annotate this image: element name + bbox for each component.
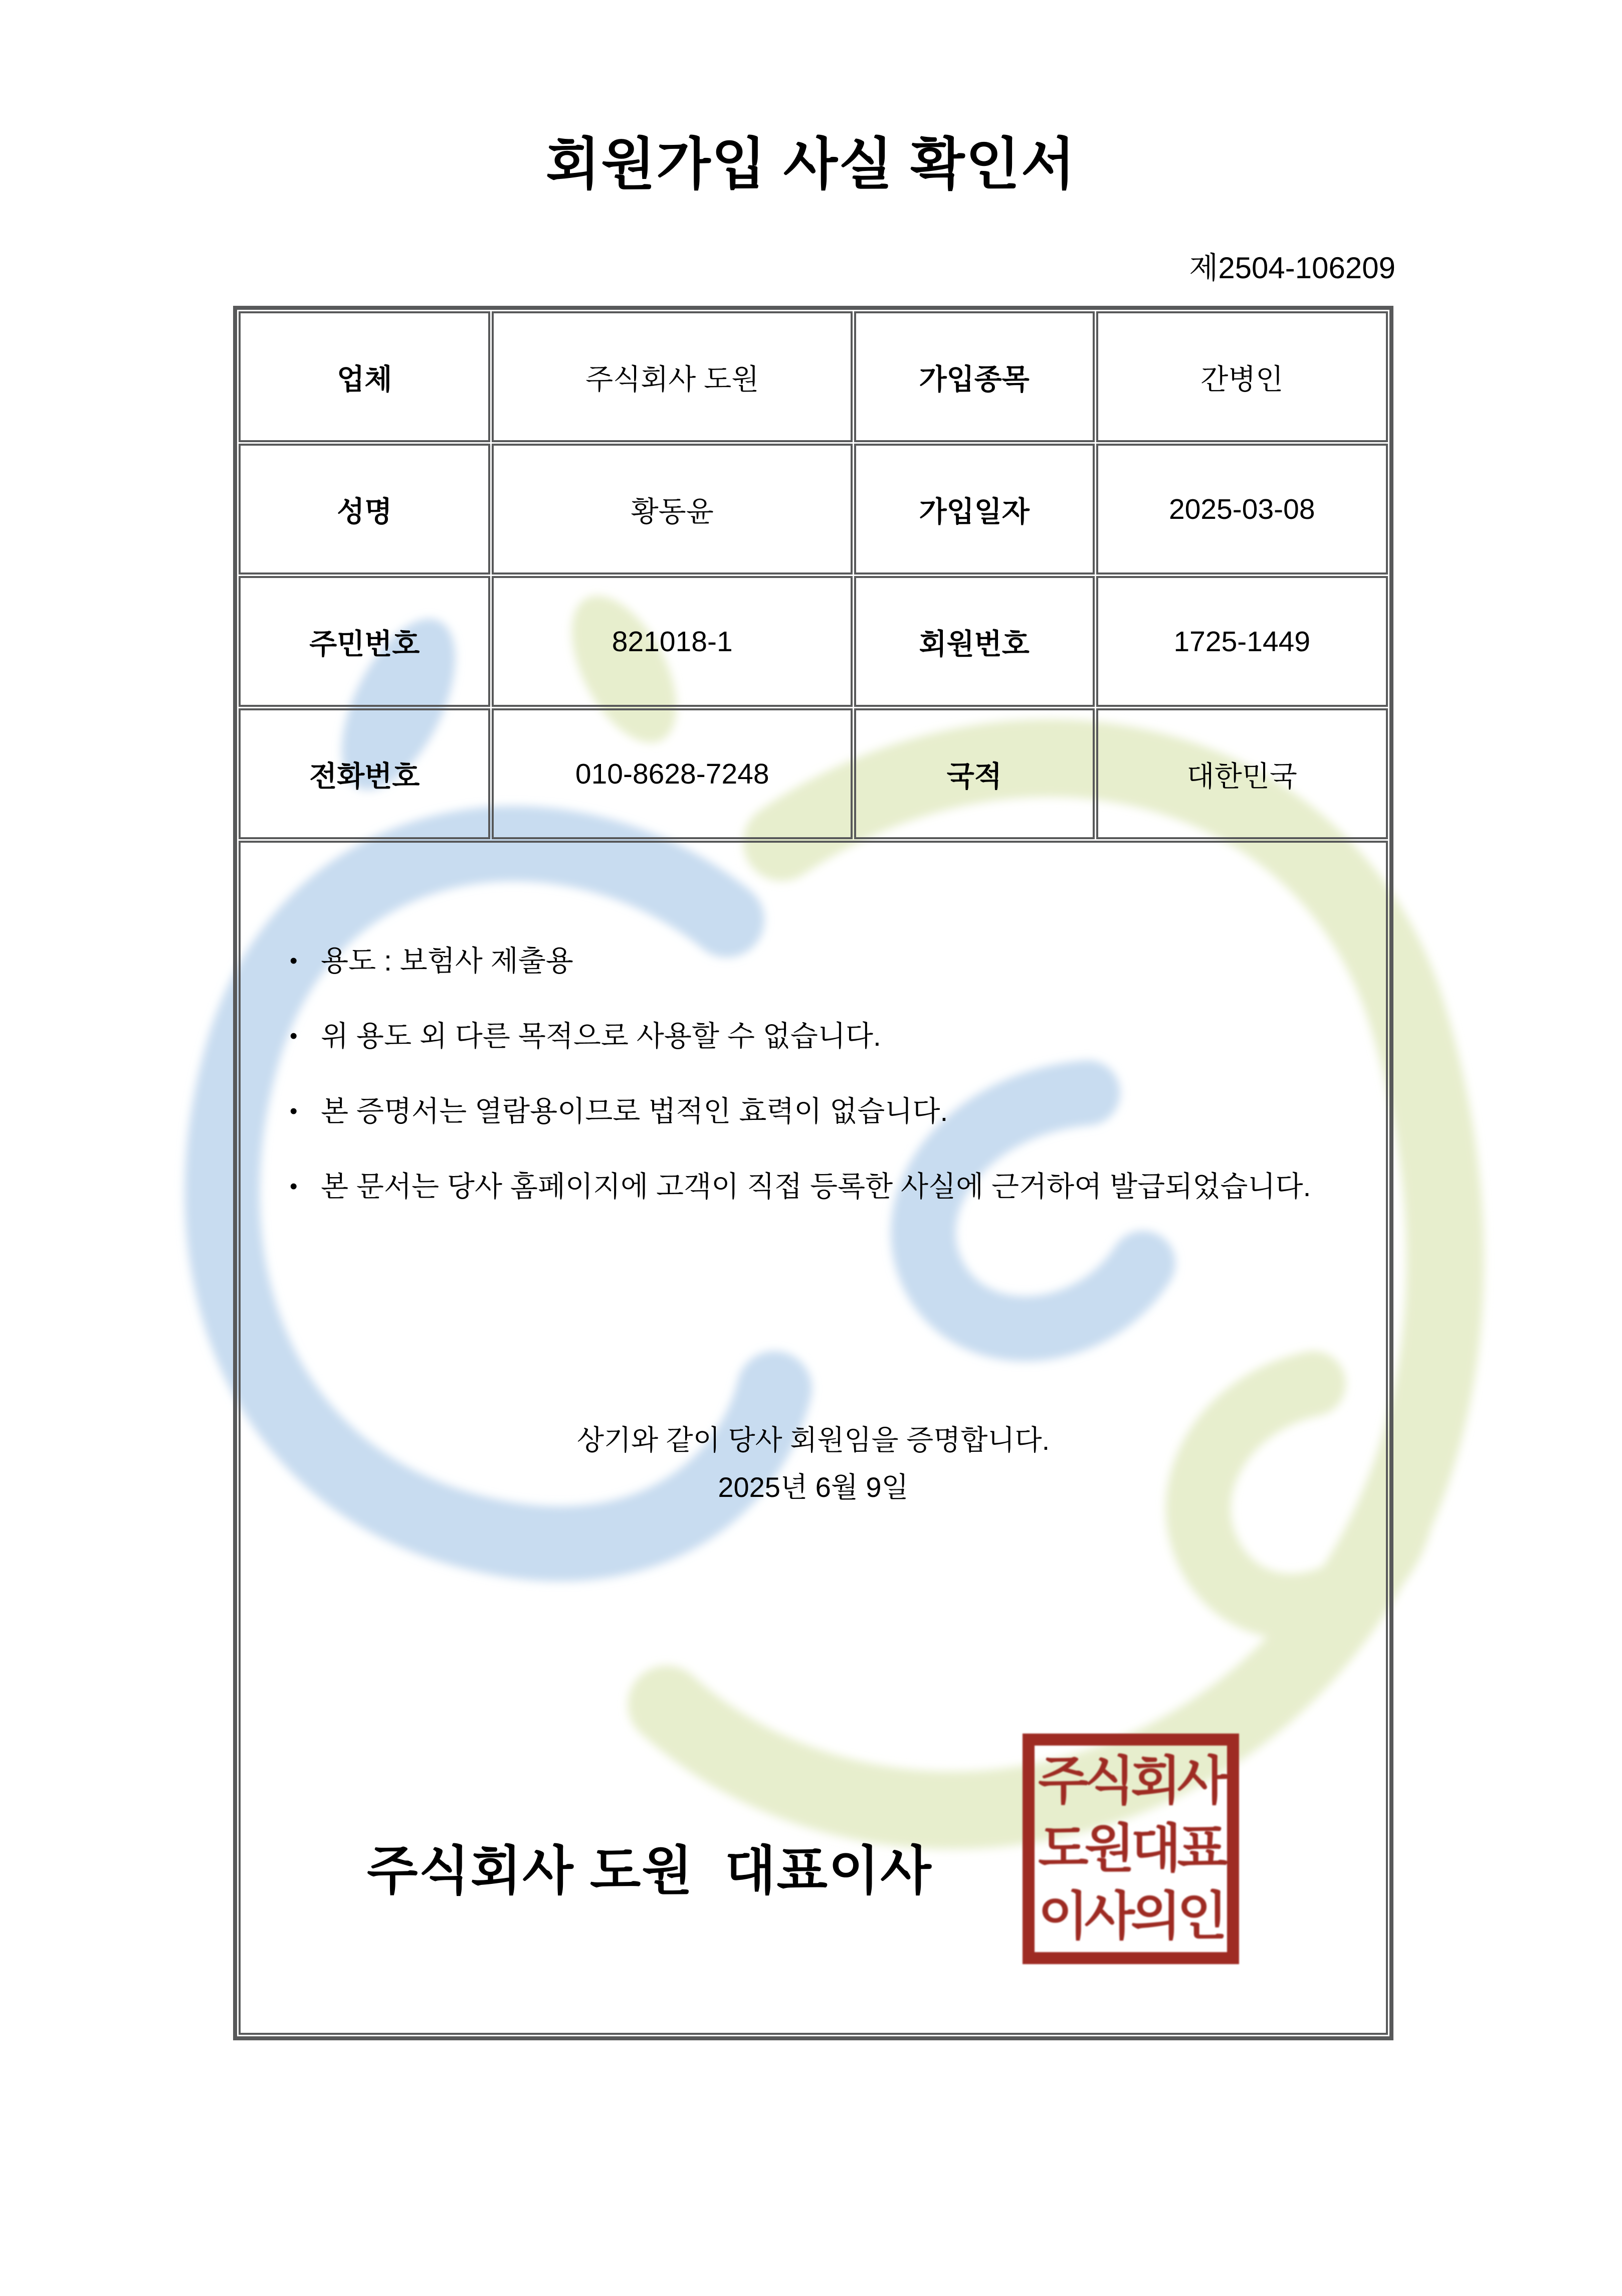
page-title: 회원가입 사실 확인서 — [546, 133, 1076, 196]
note-usage: • 용도 : 보험사 제출용 — [290, 923, 1342, 999]
field-value-member-number: 1725-1449 — [1096, 576, 1388, 707]
issue-date: 2025년 6월 9일 — [718, 1471, 909, 1503]
statement-block — [233, 1417, 1393, 1511]
field-label-nationality: 국적 — [854, 708, 1095, 839]
table-row — [239, 444, 1388, 575]
seal-text-line: 주식회사 — [1038, 1752, 1224, 1811]
field-label-resident-id: 주민번호 — [239, 576, 490, 707]
field-value-nationality: 대한민국 — [1096, 708, 1388, 839]
field-label-member-number: 회원번호 — [854, 576, 1095, 707]
field-label-company: 업체 — [239, 311, 490, 442]
seal-text-line: 도원대표 — [1038, 1819, 1224, 1878]
seal-text-line: 이사의인 — [1038, 1887, 1224, 1946]
field-value-resident-id: 821018-1 — [492, 576, 852, 707]
table-row — [239, 311, 1388, 442]
field-label-join-type: 가입종목 — [854, 311, 1095, 442]
field-label-name: 성명 — [239, 444, 490, 575]
corporate-seal — [1023, 1734, 1239, 1964]
field-value-join-type: 간병인 — [1096, 311, 1388, 442]
note-no-legal: • 본 증명서는 열람용이므로 법적인 효력이 없습니다. — [290, 1074, 1342, 1149]
table-row — [239, 576, 1388, 707]
notes-list — [290, 923, 1342, 1224]
company-signature: 주식회사 도원 대표이사 — [367, 1842, 932, 1900]
field-value-name: 황동윤 — [492, 444, 852, 575]
field-label-join-date: 가입일자 — [854, 444, 1095, 575]
certify-statement: 상기와 같이 당사 회원임을 증명합니다. — [576, 1424, 1050, 1456]
field-label-phone: 전화번호 — [239, 708, 490, 839]
table-row — [239, 708, 1388, 839]
field-value-company: 주식회사 도원 — [492, 311, 852, 442]
field-value-join-date: 2025-03-08 — [1096, 444, 1388, 575]
note-basis: • 본 문서는 당사 홈페이지에 고객이 직접 등록한 사실에 근거하여 발급되었습니다. — [290, 1149, 1342, 1224]
note-restriction: • 위 용도 외 다른 목적으로 사용할 수 없습니다. — [290, 999, 1342, 1074]
document-number: 제2504-106209 — [1189, 251, 1395, 285]
field-value-phone: 010-8628-7248 — [492, 708, 852, 839]
